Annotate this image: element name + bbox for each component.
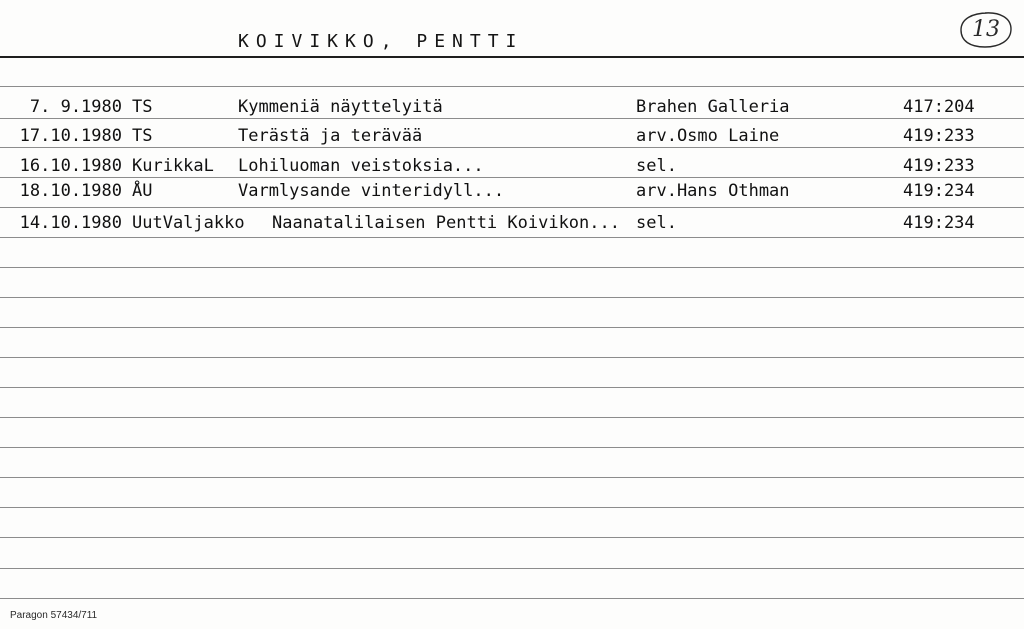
ruled-line <box>0 327 1024 328</box>
ruled-line <box>0 417 1024 418</box>
entry-source: UutValjakko <box>132 213 245 233</box>
entry-row <box>0 124 1024 148</box>
page-number <box>958 10 1014 50</box>
entry-source: ÅU <box>132 181 153 201</box>
ruled-line <box>0 207 1024 208</box>
entry-title: Varmlysande vinteridyll... <box>238 181 505 201</box>
entry-title: Naanatalilaisen Pentti Koivikon... <box>272 213 620 233</box>
entry-date: 18.10.1980 <box>19 181 122 201</box>
entry-row <box>0 154 1024 178</box>
ruled-line <box>0 267 1024 268</box>
printer-mark: Paragon 57434/711 <box>10 610 98 621</box>
entry-reference: 419:234 <box>903 181 975 201</box>
entry-reference: 419:234 <box>903 213 975 233</box>
entry-row <box>0 179 1024 203</box>
entry-reference: 417:204 <box>903 97 975 117</box>
entry-title: Terästä ja terävää <box>238 126 423 146</box>
entry-source: TS <box>132 97 153 117</box>
ruled-line <box>0 477 1024 478</box>
ruled-line <box>0 568 1024 569</box>
ruled-line <box>0 598 1024 599</box>
header-rule <box>0 56 1024 58</box>
entry-note: arv.Osmo Laine <box>636 126 780 146</box>
entry-note: sel. <box>636 156 677 176</box>
entry-date: 16.10.1980 <box>19 156 122 176</box>
ruled-line <box>0 357 1024 358</box>
page-number-value: 13 <box>972 17 1000 42</box>
entry-title: Lohiluoman veistoksia... <box>238 156 484 176</box>
ruled-line <box>0 537 1024 538</box>
entry-row <box>0 95 1024 119</box>
ruled-line <box>0 507 1024 508</box>
entry-note: arv.Hans Othman <box>636 181 790 201</box>
entry-reference: 419:233 <box>903 126 975 146</box>
ruled-line <box>0 237 1024 238</box>
ruled-line <box>0 447 1024 448</box>
entry-date: 7. 9.1980 <box>29 97 122 117</box>
entry-date: 17.10.1980 <box>19 126 122 146</box>
entry-reference: 419:233 <box>903 156 975 176</box>
entry-source: TS <box>132 126 153 146</box>
entry-note: sel. <box>636 213 677 233</box>
entry-title: Kymmeniä näyttelyitä <box>238 97 443 117</box>
ruled-line <box>0 387 1024 388</box>
entry-note: Brahen Galleria <box>636 97 790 117</box>
entry-date: 14.10.1980 <box>19 213 122 233</box>
person-name: KOIVIKKO, PENTTI <box>238 31 524 52</box>
entry-source: KurikkaL <box>132 156 214 176</box>
entry-row <box>0 211 1024 235</box>
ruled-line <box>0 86 1024 87</box>
ruled-line <box>0 297 1024 298</box>
